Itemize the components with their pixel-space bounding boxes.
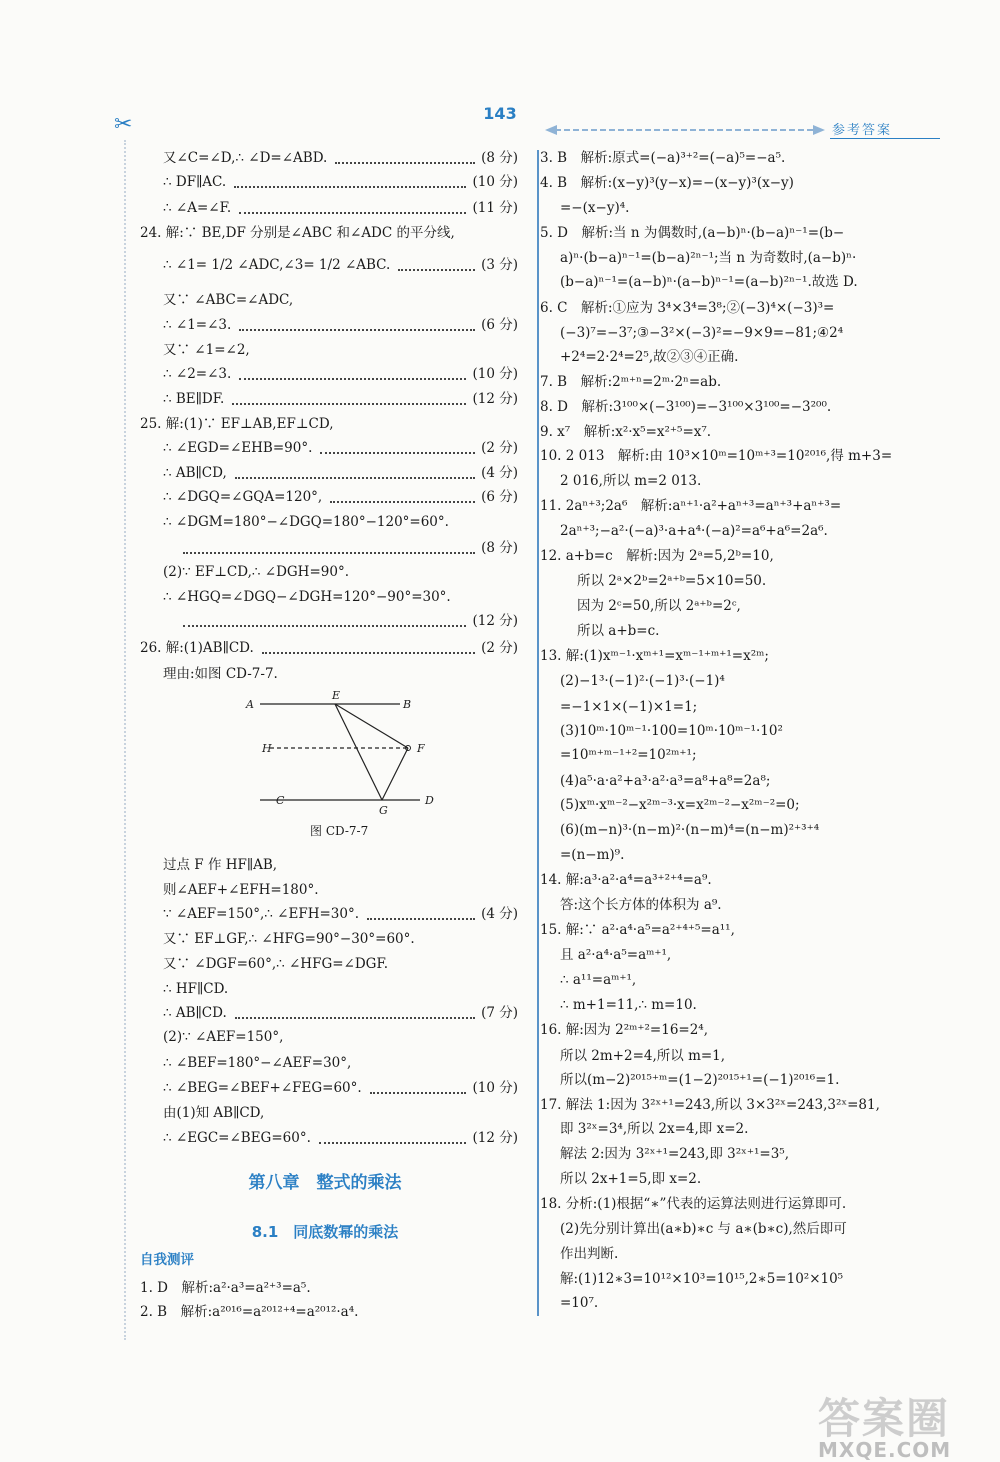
answer-line bbox=[163, 315, 518, 335]
answer-text: 因为 2ᶜ=50,所以 2ᵃ⁺ᵇ=2ᶜ, bbox=[577, 598, 741, 614]
answer-text: 13. 解:(1)xᵐ⁻¹·xᵐ⁺¹=xᵐ⁻¹⁺ᵐ⁺¹=x²ᵐ; bbox=[540, 648, 769, 664]
answer-text: (2)∵ ∠AEF=150°, bbox=[163, 1029, 284, 1045]
dot-leader bbox=[239, 358, 466, 380]
answer-text: ∴ ∠HGQ=∠DGQ−∠DGH=120°−90°=30°. bbox=[163, 589, 451, 605]
answer-text: ∴ ∠2=∠3. bbox=[163, 366, 232, 382]
answer-text: 答:这个长方体的体积为 a⁹. bbox=[560, 897, 722, 913]
answer-line bbox=[163, 438, 518, 458]
score-label: (3 分) bbox=[481, 257, 518, 273]
answer-text: 过点 F 作 HF∥AB, bbox=[163, 857, 278, 873]
answer-text: ∴ ∠EGC=∠BEG=60°. bbox=[163, 1130, 311, 1146]
score-label: (10 分) bbox=[472, 1080, 518, 1096]
dot-leader bbox=[183, 605, 466, 627]
answer-text: (2)−1³·(−1)²·(−1)³·(−1)⁴ bbox=[560, 673, 725, 689]
label-G: G bbox=[379, 804, 388, 817]
answer-text: 又∵ ∠DGF=60°,∴ ∠HFG=∠DGF. bbox=[163, 956, 389, 972]
answer-text: 8. D 解析:3¹⁰⁰×(−3¹⁰⁰)=−3¹⁰⁰×3¹⁰⁰=−3²⁰⁰. bbox=[540, 399, 832, 415]
score-label: (6 分) bbox=[481, 317, 518, 333]
dot-leader bbox=[183, 532, 475, 554]
dot-leader bbox=[319, 1122, 466, 1144]
answer-text: ∴ ∠BEF=180°−∠AEF=30°, bbox=[163, 1055, 352, 1071]
answer-text: (2)∵ EF⊥CD,∴ ∠DGH=90°. bbox=[163, 564, 349, 580]
score-label: (4 分) bbox=[481, 906, 518, 922]
answer-line bbox=[140, 1278, 518, 1298]
answer-line bbox=[163, 148, 518, 168]
section-title: 8.1 同底数幂的乘法 bbox=[251, 1223, 399, 1241]
score-label: (10 分) bbox=[472, 366, 518, 382]
answer-text: a)ⁿ·(b−a)ⁿ⁻¹=(b−a)²ⁿ⁻¹;当 n 为奇数时,(a−b)ⁿ· bbox=[560, 250, 857, 266]
cut-line bbox=[124, 140, 126, 1340]
answer-text: (b−a)ⁿ⁻¹=(a−b)ⁿ·(a−b)ⁿ⁻¹=(a−b)²ⁿ⁻¹.故选 D. bbox=[560, 274, 858, 290]
answer-line bbox=[163, 562, 518, 582]
label-A: A bbox=[246, 698, 254, 711]
answer-text: (6)(m−n)³·(n−m)²·(n−m)⁴=(n−m)²⁺³⁺⁴ bbox=[560, 822, 820, 838]
answer-text: 24. 解:∵ BE,DF 分别是∠ABC 和∠ADC 的平分线, bbox=[140, 225, 455, 241]
answer-text: 5. D 解析:当 n 为偶数时,(a−b)ⁿ·(b−a)ⁿ⁻¹=(b− bbox=[540, 225, 845, 241]
answer-line bbox=[163, 290, 518, 310]
answer-text: 9. x⁷ 解析:x²·x⁵=x²⁺⁵=x⁷. bbox=[540, 424, 712, 440]
answer-text: ∵ ∠AEF=150°,∴ ∠EFH=30°. bbox=[163, 906, 360, 922]
header-decoration bbox=[545, 124, 825, 136]
answer-text: (4)a⁵·a·a²+a³·a²·a³=a⁸+a⁸=2a⁸; bbox=[560, 773, 771, 789]
answer-line bbox=[163, 611, 518, 631]
answer-text: ∴ ∠1= 1/2 ∠ADC,∠3= 1/2 ∠ABC. bbox=[163, 257, 391, 273]
score-label: (2 分) bbox=[481, 440, 518, 456]
answer-line bbox=[163, 664, 518, 684]
score-label: (12 分) bbox=[472, 391, 518, 407]
answer-line bbox=[140, 1302, 518, 1322]
answer-text: 3. B 解析:原式=(−a)³⁺²=(−a)⁵=−a⁵. bbox=[540, 150, 786, 166]
geometry-figure bbox=[240, 688, 440, 818]
label-E: E bbox=[332, 689, 341, 702]
answer-line bbox=[163, 512, 518, 532]
dot-leader bbox=[239, 192, 466, 214]
answer-text: 即 3²ˣ=3⁴,所以 2x=4,即 x=2. bbox=[560, 1121, 749, 1137]
answer-text: 理由:如图 CD-7-7. bbox=[163, 666, 278, 682]
answer-line bbox=[163, 1027, 518, 1047]
answer-text: 且 a²·a⁴·a⁵=aᵐ⁺¹, bbox=[560, 947, 672, 963]
answer-text: 2 016,所以 m=2 013. bbox=[560, 473, 702, 489]
answer-text: 所以 2ᵃ×2ᵇ=2ᵃ⁺ᵇ=5×10=50. bbox=[577, 573, 767, 589]
answer-text: 所以 2x+1=5,即 x=2. bbox=[560, 1171, 702, 1187]
answer-text: ∴ m+1=11,∴ m=10. bbox=[560, 997, 697, 1013]
answer-text: ∴ ∠DGQ=∠GQA=120°, bbox=[163, 489, 323, 505]
answer-text: 所以 2m+2=4,所以 m=1, bbox=[560, 1048, 726, 1064]
dot-leader bbox=[335, 142, 475, 164]
answer-line bbox=[163, 340, 518, 360]
answer-text: (−3)⁷=−3⁷;③−3²×(−3)²=−9×9=−81;④2⁴ bbox=[560, 325, 844, 341]
dot-leader bbox=[234, 166, 466, 188]
answer-text: ∴ ∠1=∠3. bbox=[163, 317, 232, 333]
answer-text: 作出判断. bbox=[560, 1246, 619, 1262]
watermark-logo: 答案圈 bbox=[818, 1394, 951, 1443]
answer-line bbox=[140, 414, 518, 434]
page-number: 143 bbox=[483, 104, 517, 123]
label-F: F bbox=[417, 742, 425, 755]
answer-text: 7. B 解析:2ᵐ⁺ⁿ=2ᵐ·2ⁿ=ab. bbox=[540, 374, 722, 390]
answer-line bbox=[163, 389, 518, 409]
answer-line bbox=[163, 1003, 518, 1023]
dot-leader bbox=[235, 997, 475, 1019]
answer-text: (2)先分别计算出(a∗b)∗c 与 a∗(b∗c),然后即可 bbox=[560, 1221, 847, 1237]
answer-line bbox=[140, 223, 518, 243]
score-label: (6 分) bbox=[481, 489, 518, 505]
score-label: (8 分) bbox=[481, 540, 518, 556]
answer-text: =−(x−y)⁴. bbox=[560, 200, 630, 216]
answer-line bbox=[163, 954, 518, 974]
answer-text: 所以(m−2)²⁰¹⁵⁺ᵐ=(1−2)²⁰¹⁵⁺¹=(−1)²⁰¹⁶=1. bbox=[560, 1072, 840, 1088]
answer-line bbox=[163, 587, 518, 607]
answer-text: 所以 a+b=c. bbox=[577, 623, 660, 639]
answer-line bbox=[163, 979, 518, 999]
answer-text: 16. 解:因为 2²ᵐ⁺²=16=2⁴, bbox=[540, 1022, 709, 1038]
label-H: H bbox=[262, 742, 272, 755]
watermark-url: MXQE.COM bbox=[818, 1438, 952, 1462]
answer-line bbox=[163, 255, 518, 275]
dot-leader bbox=[239, 309, 475, 331]
dot-leader bbox=[320, 432, 475, 454]
answer-text: 又∵ EF⊥GF,∴ ∠HFG=90°−30°=60°. bbox=[163, 931, 415, 947]
answer-text: =10ᵐ⁺ᵐ⁻¹⁺²=10²ᵐ⁺¹; bbox=[560, 747, 697, 763]
answer-text: 解:(1)12∗3=10¹²×10³=10¹⁵,2∗5=10²×10⁵ bbox=[560, 1271, 844, 1287]
score-label: (7 分) bbox=[481, 1005, 518, 1021]
answer-text: ∴ HF∥CD. bbox=[163, 981, 229, 997]
score-label: (10 分) bbox=[472, 174, 518, 190]
answer-text: 由(1)知 AB∥CD, bbox=[163, 1105, 265, 1121]
answer-text: =−1×1×(−1)×1=1; bbox=[560, 699, 698, 715]
answer-line bbox=[163, 487, 518, 507]
header-rule bbox=[830, 138, 940, 139]
answer-text: 17. 解法 1:因为 3²ˣ⁺¹=243,所以 3×3²ˣ=243,3²ˣ=81, bbox=[540, 1097, 880, 1113]
answer-line bbox=[163, 880, 518, 900]
answer-line bbox=[163, 172, 518, 192]
answer-text: 11. 2aⁿ⁺³;2a⁶ 解析:aⁿ⁺¹·a²+aⁿ⁺³=aⁿ⁺³+aⁿ⁺³= bbox=[540, 498, 842, 514]
answer-text: ∴ AB∥CD. bbox=[163, 1005, 227, 1021]
answer-text: 26. 解:(1)AB∥CD. bbox=[140, 640, 254, 656]
answer-text: 2aⁿ⁺³;−a²·(−a)³·a+a⁴·(−a)²=a⁶+a⁶=2a⁶. bbox=[560, 523, 828, 539]
answer-line bbox=[163, 855, 518, 875]
figure-caption: 图 CD-7-7 bbox=[310, 824, 369, 838]
answer-line bbox=[163, 1078, 518, 1098]
answer-line bbox=[163, 463, 518, 483]
answer-text: ∴ BE∥DF. bbox=[163, 391, 225, 407]
answer-text: 1. D 解析:a²·a³=a²⁺³=a⁵. bbox=[140, 1280, 311, 1296]
watermark bbox=[818, 1386, 951, 1462]
answer-text: 15. 解:∵ a²·a⁴·a⁵=a²⁺⁴⁺⁵=a¹¹, bbox=[540, 922, 735, 938]
scissors-icon: ✂ bbox=[114, 112, 133, 137]
dot-leader bbox=[398, 249, 475, 271]
answer-text: +2⁴=2·2⁴=2⁵,故②③④正确. bbox=[560, 349, 739, 365]
answer-text: 2. B 解析:a²⁰¹⁶=a²⁰¹²⁺⁴=a²⁰¹²·a⁴. bbox=[140, 1304, 359, 1320]
score-label: (4 分) bbox=[481, 465, 518, 481]
score-label: (8 分) bbox=[481, 150, 518, 166]
score-label: (2 分) bbox=[481, 640, 518, 656]
score-label: (11 分) bbox=[472, 200, 518, 216]
answer-text: (3)10ᵐ·10ᵐ⁻¹·100=10ᵐ·10ᵐ⁻¹·10² bbox=[560, 723, 783, 739]
answer-text: 则∠AEF+∠EFH=180°. bbox=[163, 882, 319, 898]
dot-leader bbox=[232, 383, 466, 405]
subsection-title: 自我测评 bbox=[140, 1252, 194, 1268]
answer-line bbox=[163, 198, 518, 218]
answer-text: 10. 2 013 解析:由 10³×10ᵐ=10ᵐ⁺³=10²⁰¹⁶,得 m+3= bbox=[540, 448, 893, 464]
answer-text: ∴ a¹¹=aᵐ⁺¹, bbox=[560, 972, 637, 988]
score-label: (12 分) bbox=[472, 1130, 518, 1146]
dot-leader bbox=[262, 632, 475, 654]
answer-text: 4. B 解析:(x−y)³(y−x)=−(x−y)³(x−y) bbox=[540, 175, 794, 191]
answer-text: ∴ DF∥AC. bbox=[163, 174, 227, 190]
dot-leader bbox=[370, 1072, 466, 1094]
answer-text: =10⁷. bbox=[560, 1295, 599, 1311]
dot-leader bbox=[235, 457, 475, 479]
answer-line bbox=[163, 538, 518, 558]
answer-text: 又∵ ∠ABC=∠ADC, bbox=[163, 292, 294, 308]
answer-text: ∴ ∠DGM=180°−∠DGQ=180°−120°=60°. bbox=[163, 514, 449, 530]
answer-line bbox=[163, 1103, 518, 1123]
answer-text: 又∵ ∠1=∠2, bbox=[163, 342, 250, 358]
answer-text: ∴ ∠BEG=∠BEF+∠FEG=60°. bbox=[163, 1080, 362, 1096]
label-C: C bbox=[276, 794, 285, 807]
answer-line bbox=[163, 1053, 518, 1073]
dot-leader bbox=[330, 481, 475, 503]
answer-line bbox=[163, 1128, 518, 1148]
answer-line bbox=[163, 929, 518, 949]
column-divider bbox=[537, 150, 539, 1316]
answer-text: 25. 解:(1)∵ EF⊥AB,EF⊥CD, bbox=[140, 416, 334, 432]
answer-text: 14. 解:a³·a²·a⁴=a³⁺²⁺⁴=a⁹. bbox=[540, 872, 712, 888]
answer-text: 解法 2:因为 3²ˣ⁺¹=243,即 3²ˣ⁺¹=3⁵, bbox=[560, 1146, 790, 1162]
answer-text: ∴ AB∥CD, bbox=[163, 465, 227, 481]
score-label: (12 分) bbox=[472, 613, 518, 629]
answer-text: 18. 分析:(1)根据“∗”代表的运算法则进行运算即可. bbox=[540, 1196, 847, 1212]
label-B: B bbox=[403, 698, 412, 711]
answer-line bbox=[140, 638, 518, 658]
answer-text: =(n−m)⁹. bbox=[560, 847, 625, 863]
dot-leader bbox=[367, 898, 475, 920]
answer-text: ∴ ∠A=∠F. bbox=[163, 200, 232, 216]
answer-text: ∴ ∠EGD=∠EHB=90°. bbox=[163, 440, 313, 456]
answer-text: 12. a+b=c 解析:因为 2ᵃ=5,2ᵇ=10, bbox=[540, 548, 774, 564]
answer-text: 6. C 解析:①应为 3⁴×3⁴=3⁸;②(−3)⁴×(−3)³= bbox=[540, 300, 835, 316]
answer-text: (5)xᵐ·xᵐ⁻²−x²ᵐ⁻³·x=x²ᵐ⁻²−x²ᵐ⁻²=0; bbox=[560, 797, 800, 813]
answer-text: 又∠C=∠D,∴ ∠D=∠ABD. bbox=[163, 150, 328, 166]
answer-line bbox=[163, 904, 518, 924]
header-title: 参考答案 bbox=[832, 123, 893, 138]
label-D: D bbox=[425, 794, 434, 807]
answer-line bbox=[163, 364, 518, 384]
chapter-title: 第八章 整式的乘法 bbox=[248, 1173, 402, 1193]
